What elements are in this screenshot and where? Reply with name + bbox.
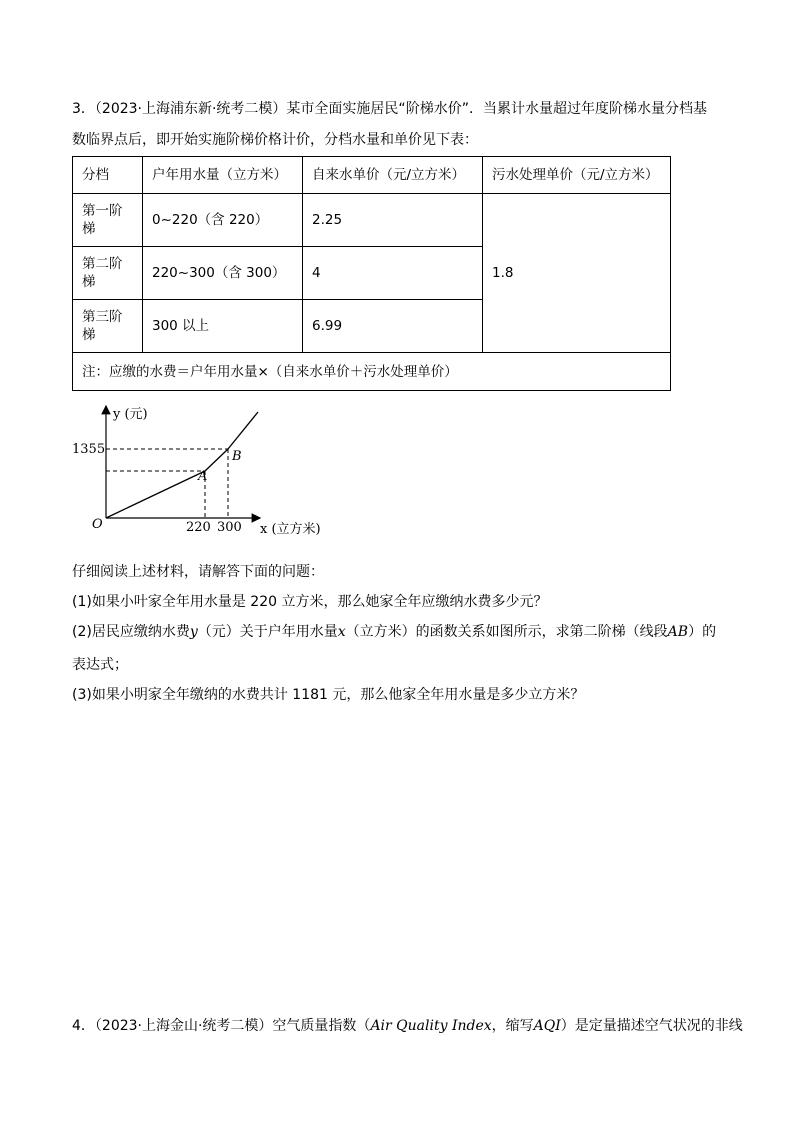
table-note-row (73, 353, 671, 391)
tier-3-water-price: 6.99 (303, 300, 483, 353)
instructions: 仔细阅读上述材料，请解答下面的问题： (72, 564, 324, 580)
water-fee-graph (70, 400, 340, 540)
sub-question-3: (3)如果小明家全年缴纳的水费共计 1181 元，那么他家全年用水量是多少立方米？ (72, 687, 585, 703)
segment-oa (106, 469, 208, 518)
tier-2-water-price: 4 (303, 247, 483, 300)
x-tick-label-220: 220 (186, 520, 211, 535)
header-water-price: 自来水单价（元/立方米） (303, 157, 483, 194)
tier-2-range: 220~300（含 300） (143, 247, 303, 300)
tier-1-range: 0~220（含 220） (143, 194, 303, 247)
question-3-intro-line1: 3．（2023·上海浦东新·统考二模）某市全面实施居民“阶梯水价”．当累计水量超过年度阶梯水量分档基 (72, 101, 707, 117)
sub-question-1: (1)如果小叶家全年用水量是 220 立方米，那么她家全年应缴纳水费多少元？ (72, 594, 548, 610)
tier-price-table (72, 156, 671, 391)
tier-3-name: 第三阶梯 (73, 300, 143, 353)
table-row (73, 194, 671, 247)
q2-text-part1: (2)居民应缴纳水费 (72, 624, 190, 640)
variable-x: x (337, 624, 346, 640)
q4-text-part2: ，缩写 (491, 1018, 534, 1034)
segment-ab (205, 449, 228, 471)
header-annual-usage: 户年用水量（立方米） (143, 157, 303, 194)
x-tick-label-300: 300 (217, 520, 242, 535)
question-4-intro (72, 1015, 743, 1035)
q4-english-term: Air Quality Index (370, 1018, 492, 1034)
header-tier: 分档 (73, 157, 143, 194)
question-3-intro-line2: 数临界点后，即开始实施阶梯价格计价，分档水量和单价见下表： (72, 132, 478, 148)
x-axis-label: x (立方米) (260, 522, 321, 537)
y-axis-label: y (元) (113, 407, 148, 422)
sub-question-2-line2: 表达式； (72, 657, 128, 673)
q2-text-part3: （立方米）的函数关系如图所示，求第二阶梯（线段 (345, 624, 668, 640)
table-note: 注：应缴的水费＝户年用水量×（自来水单价＋污水处理单价） (73, 353, 671, 391)
tier-1-water-price: 2.25 (303, 194, 483, 247)
segment-ab-label: AB (667, 624, 689, 640)
sewage-price-cell: 1.8 (483, 194, 671, 353)
point-b-label: B (232, 449, 242, 464)
point-a-label: A (198, 469, 208, 484)
sub-question-2-line1 (72, 621, 716, 641)
q2-text-part2: （元）关于户年用水量 (197, 624, 338, 640)
tier-2-name: 第二阶梯 (73, 247, 143, 300)
tier-3-range: 300 以上 (143, 300, 303, 353)
segment-third-tier (228, 412, 258, 449)
origin-label: O (92, 517, 103, 532)
y-tick-label: 1355 (72, 442, 106, 457)
q2-text-part4: ）的 (688, 624, 717, 640)
q4-text-part3: ）是定量描述空气状况的非线 (560, 1018, 743, 1034)
header-sewage-price: 污水处理单价（元/立方米） (483, 157, 671, 194)
variable-y: y (189, 624, 198, 640)
q4-text-part1: 4．（2023·上海金山·统考二模）空气质量指数（ (72, 1018, 371, 1034)
tier-1-name: 第一阶梯 (73, 194, 143, 247)
q4-abbreviation: AQI (533, 1018, 561, 1034)
table-header-row (73, 157, 671, 194)
